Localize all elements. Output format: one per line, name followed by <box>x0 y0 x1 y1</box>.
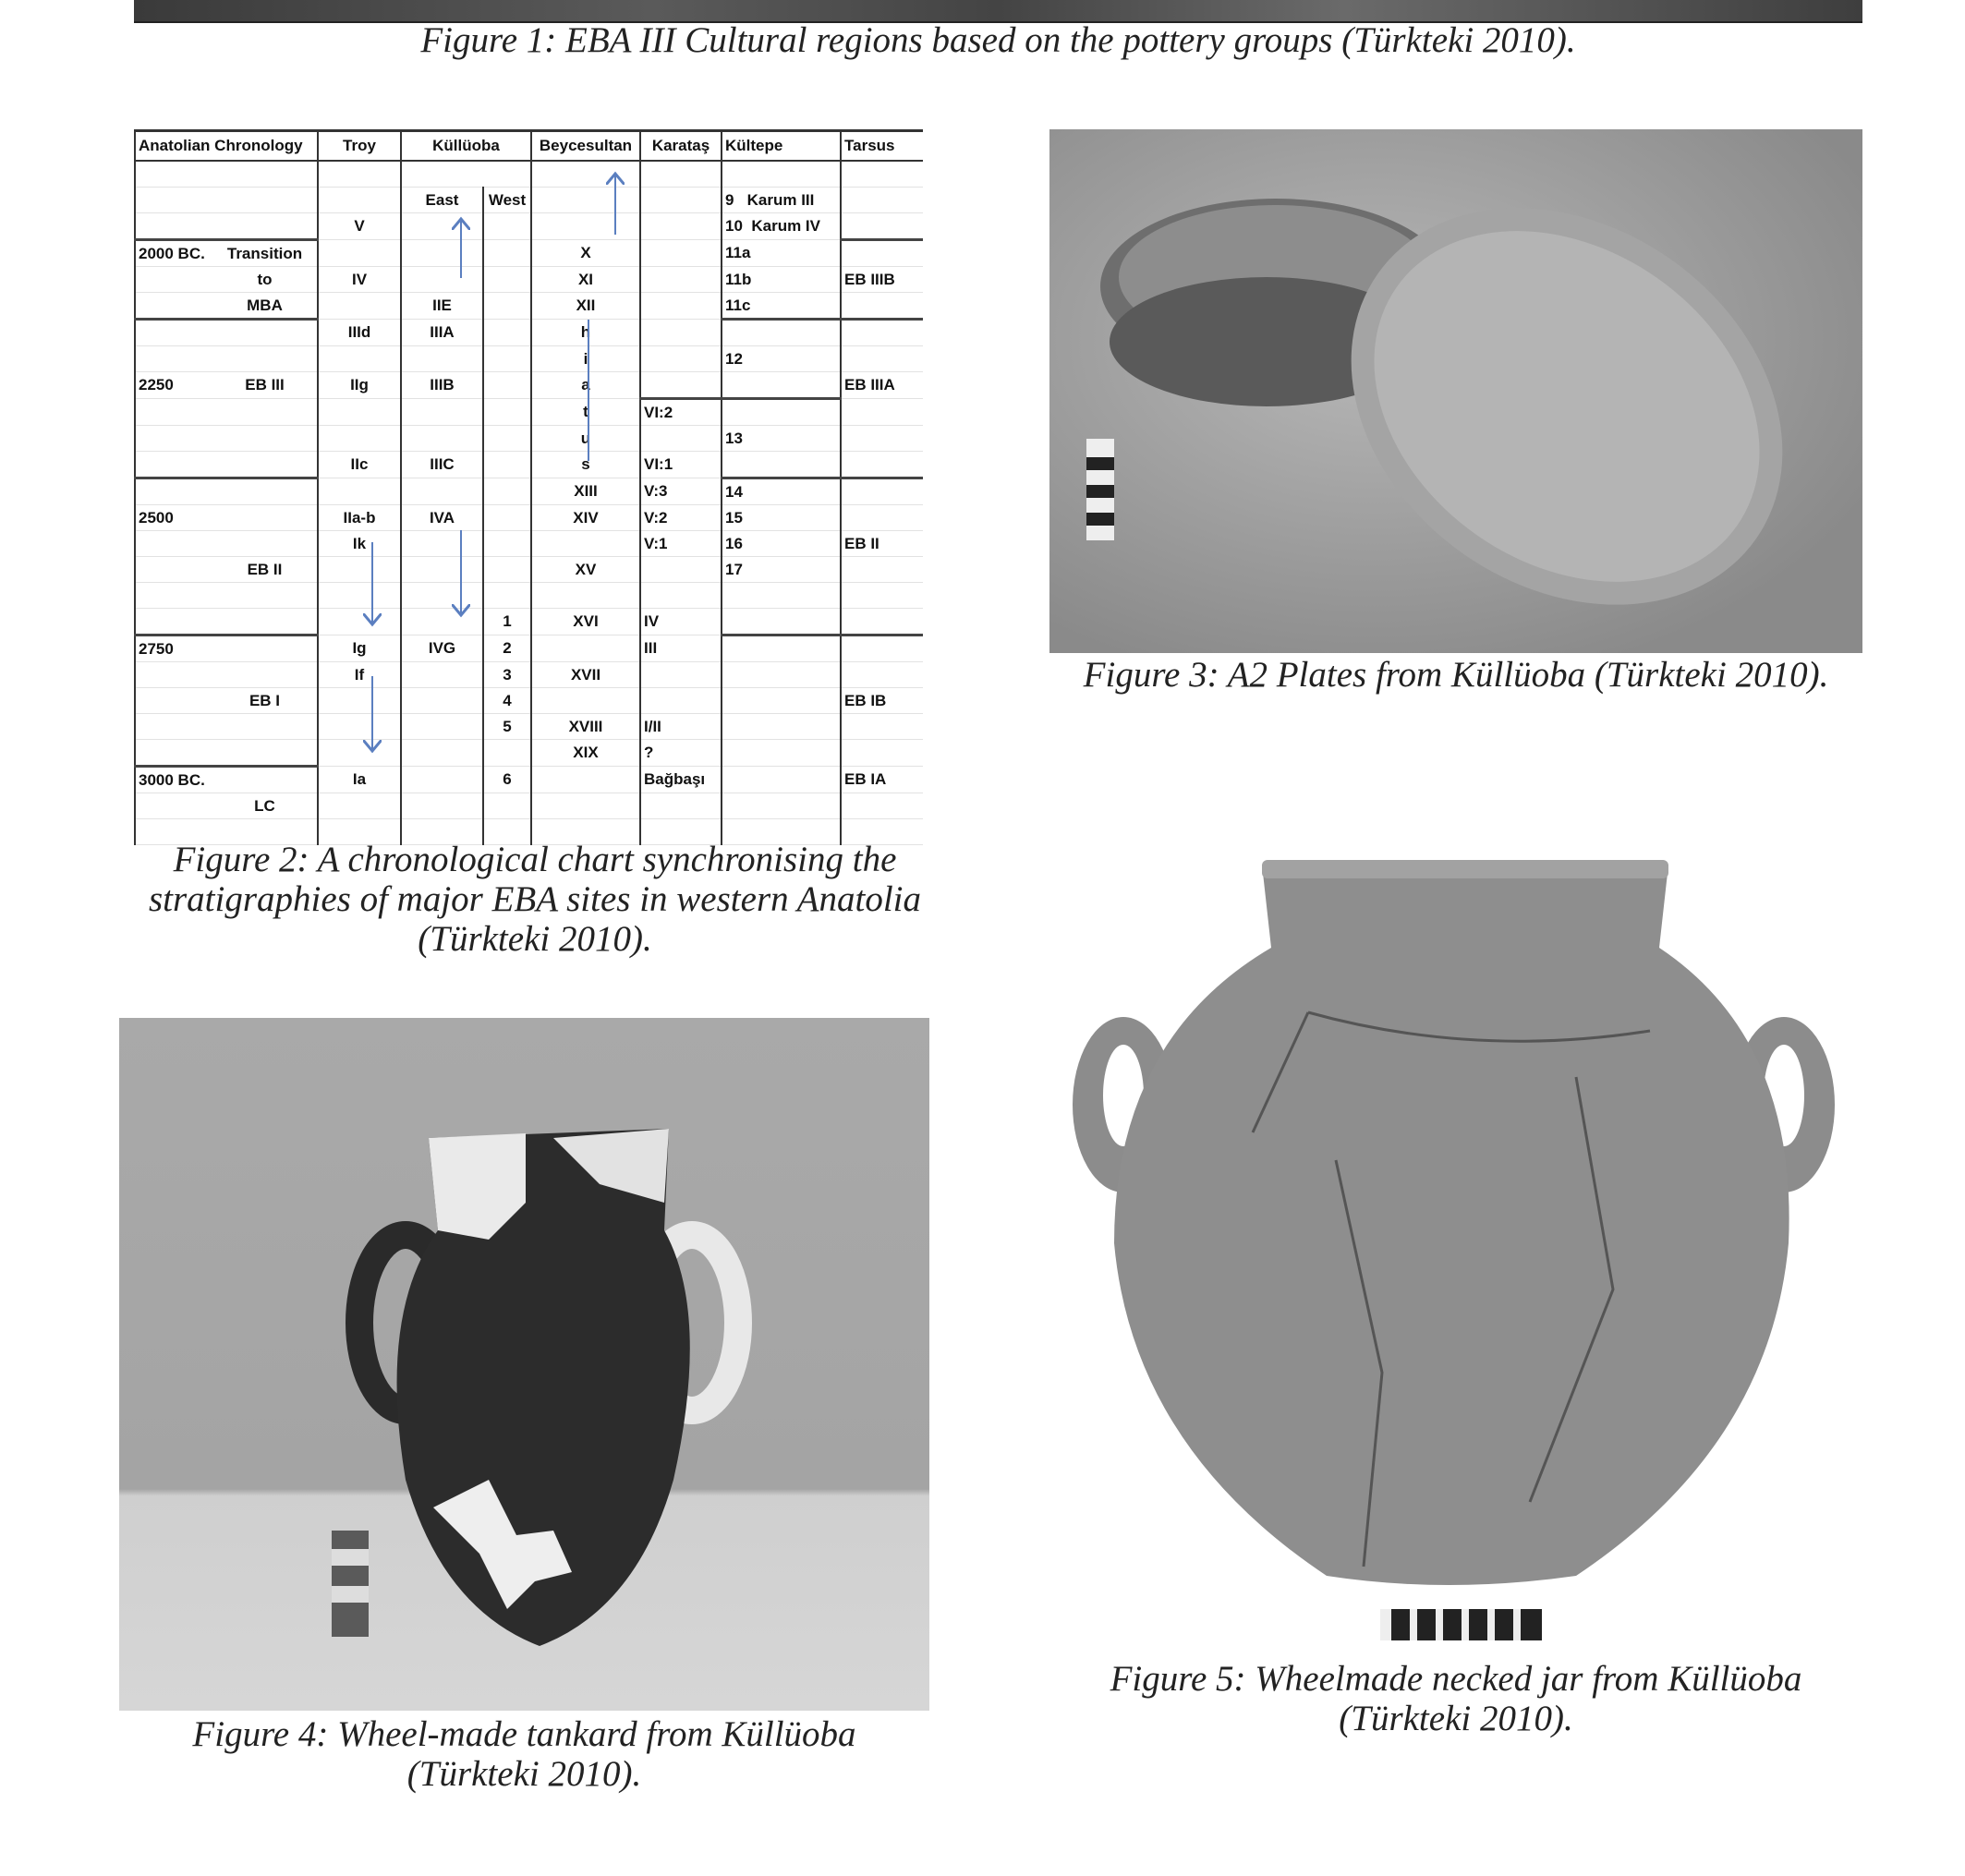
table-cell <box>401 399 483 426</box>
table-cell <box>318 346 401 372</box>
table-cell <box>401 213 483 240</box>
table-cell <box>212 213 318 240</box>
table-cell <box>483 399 531 426</box>
table-cell <box>401 688 483 714</box>
table-cell <box>212 478 318 505</box>
table-cell <box>640 213 722 240</box>
table-cell: u <box>531 426 640 452</box>
table-row <box>135 505 923 531</box>
table-cell <box>841 452 923 478</box>
table-cell <box>401 662 483 688</box>
table-cell: West <box>483 188 531 213</box>
table-cell <box>212 531 318 557</box>
table-cell <box>212 740 318 767</box>
table-cell: 2250 <box>135 372 212 399</box>
table-cell <box>531 688 640 714</box>
table-cell <box>135 213 212 240</box>
table-row <box>135 399 923 426</box>
figure-1-caption: Figure 1: EBA III Cultural regions based on the pottery groups (Türkteki 2010). <box>420 20 1576 60</box>
table-cell <box>212 583 318 609</box>
table-cell <box>640 372 722 399</box>
table-cell <box>841 293 923 320</box>
table-cell <box>135 426 212 452</box>
column-header: Troy <box>318 131 401 162</box>
table-cell <box>318 688 401 714</box>
table-cell: a <box>531 372 640 399</box>
table-cell: V:1 <box>640 531 722 557</box>
table-cell <box>135 188 212 213</box>
table-row <box>135 320 923 346</box>
table-cell: XV <box>531 557 640 583</box>
table-cell <box>841 213 923 240</box>
table-cell <box>841 240 923 267</box>
table-row <box>135 662 923 688</box>
table-cell: EB IB <box>841 688 923 714</box>
table-cell <box>531 213 640 240</box>
table-cell <box>135 478 212 505</box>
table-cell <box>401 267 483 293</box>
table-cell <box>212 161 318 188</box>
table-cell: 16 <box>722 531 841 557</box>
table-row <box>135 478 923 505</box>
table-cell <box>722 767 841 793</box>
table-cell: Ik <box>318 531 401 557</box>
table-cell <box>401 346 483 372</box>
table-cell: 15 <box>722 505 841 531</box>
table-cell <box>640 557 722 583</box>
table-cell <box>135 557 212 583</box>
table-cell <box>640 240 722 267</box>
table-cell <box>135 662 212 688</box>
table-cell <box>531 531 640 557</box>
table-cell <box>318 714 401 740</box>
table-row <box>135 609 923 635</box>
figure-4-caption <box>119 1714 929 1794</box>
table-cell: 5 <box>483 714 531 740</box>
table-cell <box>135 793 212 819</box>
table-cell: IVG <box>401 635 483 662</box>
table-cell <box>483 267 531 293</box>
table-cell <box>841 714 923 740</box>
table-cell <box>483 372 531 399</box>
table-row <box>135 688 923 714</box>
table-cell: 12 <box>722 346 841 372</box>
table-cell <box>722 609 841 635</box>
table-cell <box>841 188 923 213</box>
table-cell <box>212 714 318 740</box>
table-cell <box>212 452 318 478</box>
table-cell <box>135 293 212 320</box>
table-cell <box>531 161 640 188</box>
table-cell: s <box>531 452 640 478</box>
table-cell <box>401 161 483 188</box>
table-cell <box>640 161 722 188</box>
table-row <box>135 188 923 213</box>
figure-5-jar-photo <box>1059 855 1848 1650</box>
table-cell <box>401 767 483 793</box>
table-cell <box>640 583 722 609</box>
table-cell <box>640 293 722 320</box>
table-cell: 4 <box>483 688 531 714</box>
table-cell: 10 Karum IV <box>722 213 841 240</box>
table-cell: IVA <box>401 505 483 531</box>
table-cell <box>640 267 722 293</box>
table-cell: EB I <box>212 688 318 714</box>
table-cell: ? <box>640 740 722 767</box>
table-cell <box>212 662 318 688</box>
table-cell <box>722 662 841 688</box>
table-cell <box>318 793 401 819</box>
table-cell <box>401 240 483 267</box>
table-cell <box>401 740 483 767</box>
table-cell: XI <box>531 267 640 293</box>
table-cell: IIIA <box>401 320 483 346</box>
figure-3-plates-photo <box>1049 129 1862 653</box>
table-cell: XVIII <box>531 714 640 740</box>
table-cell: 3000 BC. <box>135 767 212 793</box>
table-cell <box>531 793 640 819</box>
caption-line: (Türkteki 2010). <box>418 919 652 959</box>
table-cell <box>318 740 401 767</box>
table-cell <box>212 609 318 635</box>
table-cell <box>841 346 923 372</box>
table-row <box>135 767 923 793</box>
table-cell <box>212 320 318 346</box>
table-cell: h <box>531 320 640 346</box>
table-cell <box>483 452 531 478</box>
table-cell <box>841 740 923 767</box>
table-cell <box>135 399 212 426</box>
table-cell <box>841 583 923 609</box>
table-cell <box>483 478 531 505</box>
table-cell <box>135 346 212 372</box>
table-row <box>135 531 923 557</box>
table-cell <box>483 346 531 372</box>
table-cell <box>640 320 722 346</box>
table-cell: 13 <box>722 426 841 452</box>
table-cell <box>318 293 401 320</box>
table-cell: 2750 <box>135 635 212 662</box>
table-cell <box>318 426 401 452</box>
table-cell: XVI <box>531 609 640 635</box>
figure-2-caption <box>119 840 951 959</box>
table-cell: EB IIIB <box>841 267 923 293</box>
chronology-table <box>134 129 928 845</box>
table-cell: IIIC <box>401 452 483 478</box>
table-cell: Bağbaşı <box>640 767 722 793</box>
table-cell: 1 <box>483 609 531 635</box>
table-cell: Transition <box>212 240 318 267</box>
table-cell <box>483 320 531 346</box>
table-cell <box>722 793 841 819</box>
table-cell <box>722 452 841 478</box>
column-header: Anatolian Chronology <box>135 131 318 162</box>
table-cell <box>640 346 722 372</box>
table-cell: EB IIIA <box>841 372 923 399</box>
table-cell: III <box>640 635 722 662</box>
table-cell: IIId <box>318 320 401 346</box>
table-cell <box>135 161 212 188</box>
table-cell: LC <box>212 793 318 819</box>
table-row <box>135 213 923 240</box>
table-cell: EB III <box>212 372 318 399</box>
table-cell <box>483 740 531 767</box>
table-cell <box>135 714 212 740</box>
table-row <box>135 293 923 320</box>
table-cell <box>212 635 318 662</box>
column-header: Karataş <box>640 131 722 162</box>
table-cell <box>212 188 318 213</box>
table-cell <box>531 583 640 609</box>
table-cell: XIV <box>531 505 640 531</box>
table-cell: VI:2 <box>640 399 722 426</box>
table-cell: 17 <box>722 557 841 583</box>
table-cell <box>531 188 640 213</box>
table-cell: XIX <box>531 740 640 767</box>
table-cell <box>318 240 401 267</box>
table-cell <box>212 767 318 793</box>
figure-5-caption <box>1049 1659 1862 1738</box>
table-row <box>135 161 923 188</box>
table-cell <box>135 452 212 478</box>
table-cell <box>531 767 640 793</box>
table-cell <box>135 320 212 346</box>
table-cell: EB II <box>841 531 923 557</box>
column-header: Tarsus <box>841 131 923 162</box>
table-cell <box>318 583 401 609</box>
table-row <box>135 740 923 767</box>
table-cell: IIa-b <box>318 505 401 531</box>
caption-line: Figure 4: Wheel-made tankard from Küllüoba <box>192 1714 856 1754</box>
table-cell <box>640 662 722 688</box>
table-cell: IV <box>318 267 401 293</box>
table-cell: 2500 <box>135 505 212 531</box>
table-cell <box>483 793 531 819</box>
table-cell <box>722 714 841 740</box>
table-cell: 11c <box>722 293 841 320</box>
table-cell <box>483 583 531 609</box>
table-cell <box>135 267 212 293</box>
table-cell <box>401 478 483 505</box>
table-cell <box>318 557 401 583</box>
table-cell: 9 Karum III <box>722 188 841 213</box>
table-cell <box>318 188 401 213</box>
table-cell: 2 <box>483 635 531 662</box>
table-cell: Ig <box>318 635 401 662</box>
table-cell: 3 <box>483 662 531 688</box>
table-row <box>135 452 923 478</box>
table-cell <box>841 793 923 819</box>
table-cell: t <box>531 399 640 426</box>
table-cell: 11b <box>722 267 841 293</box>
table-cell <box>135 740 212 767</box>
table-row <box>135 372 923 399</box>
table-cell <box>483 213 531 240</box>
table-cell <box>841 557 923 583</box>
table-cell: IIIB <box>401 372 483 399</box>
table-cell <box>841 635 923 662</box>
table-cell <box>722 399 841 426</box>
table-cell: If <box>318 662 401 688</box>
table-cell <box>212 346 318 372</box>
table-cell <box>401 557 483 583</box>
table-cell <box>135 688 212 714</box>
table-cell <box>722 740 841 767</box>
table-cell <box>401 426 483 452</box>
table-row <box>135 426 923 452</box>
table-cell: 11a <box>722 240 841 267</box>
table-cell <box>135 583 212 609</box>
table-cell: 14 <box>722 478 841 505</box>
column-header: Küllüoba <box>401 131 531 162</box>
table-row <box>135 267 923 293</box>
table-cell: X <box>531 240 640 267</box>
caption-line: stratigraphies of major EBA sites in western Anatolia <box>148 879 921 919</box>
table-cell: V:2 <box>640 505 722 531</box>
table-cell <box>722 161 841 188</box>
figure-3-caption: Figure 3: A2 Plates from Küllüoba (Türkteki 2010). <box>1083 655 1829 695</box>
table-cell <box>401 531 483 557</box>
table-cell <box>318 478 401 505</box>
table-header-row <box>135 131 923 162</box>
table-cell <box>841 609 923 635</box>
table-cell <box>722 372 841 399</box>
table-cell <box>841 505 923 531</box>
table-cell: EB IA <box>841 767 923 793</box>
table-cell <box>841 478 923 505</box>
table-cell: XIII <box>531 478 640 505</box>
table-cell: V <box>318 213 401 240</box>
table-cell: VI:1 <box>640 452 722 478</box>
table-cell <box>483 293 531 320</box>
table-row <box>135 583 923 609</box>
table-cell <box>841 662 923 688</box>
table-cell <box>212 399 318 426</box>
table-cell <box>841 161 923 188</box>
table-cell <box>483 505 531 531</box>
table-cell <box>841 399 923 426</box>
caption-line: Figure 5: Wheelmade necked jar from Küllüoba <box>1110 1659 1802 1699</box>
table-cell <box>401 609 483 635</box>
table-cell: 2000 BC. <box>135 240 212 267</box>
table-row <box>135 346 923 372</box>
table-cell <box>640 188 722 213</box>
table-cell <box>401 714 483 740</box>
table-cell: 6 <box>483 767 531 793</box>
table-cell <box>640 793 722 819</box>
table-cell: I/II <box>640 714 722 740</box>
table-cell <box>483 531 531 557</box>
table-cell <box>318 161 401 188</box>
table-cell: IIc <box>318 452 401 478</box>
table-cell <box>841 426 923 452</box>
table-row <box>135 793 923 819</box>
table-cell <box>722 688 841 714</box>
table-cell <box>401 793 483 819</box>
column-header: Beycesultan <box>531 131 640 162</box>
table-cell: East <box>401 188 483 213</box>
table-cell: V:3 <box>640 478 722 505</box>
table-cell <box>318 399 401 426</box>
table-cell <box>722 320 841 346</box>
caption-line: (Türkteki 2010). <box>1339 1699 1573 1738</box>
table-cell <box>483 240 531 267</box>
column-header: Kültepe <box>722 131 841 162</box>
table-cell <box>531 635 640 662</box>
table-row <box>135 557 923 583</box>
table-cell <box>640 426 722 452</box>
table-cell: EB II <box>212 557 318 583</box>
table-cell <box>722 635 841 662</box>
table-row <box>135 240 923 267</box>
table-cell <box>841 320 923 346</box>
table-cell: IV <box>640 609 722 635</box>
table-cell: Ia <box>318 767 401 793</box>
table-row <box>135 714 923 740</box>
figure-4-tankard-photo <box>119 1018 929 1711</box>
table-cell <box>640 688 722 714</box>
table-cell: IIE <box>401 293 483 320</box>
table-cell: to <box>212 267 318 293</box>
table-cell <box>212 426 318 452</box>
table-cell: XVII <box>531 662 640 688</box>
caption-line: Figure 2: A chronological chart synchronising the <box>173 840 897 879</box>
table-cell <box>483 557 531 583</box>
table-cell <box>722 583 841 609</box>
table-row <box>135 635 923 662</box>
caption-line: (Türkteki 2010). <box>406 1754 642 1794</box>
table-cell <box>135 531 212 557</box>
table-cell <box>318 609 401 635</box>
table-cell: MBA <box>212 293 318 320</box>
table-cell <box>212 505 318 531</box>
table-cell <box>135 609 212 635</box>
table-cell <box>401 583 483 609</box>
table-cell: i <box>531 346 640 372</box>
table-cell <box>483 161 531 188</box>
table-cell: XII <box>531 293 640 320</box>
table-cell: IIg <box>318 372 401 399</box>
table-cell <box>483 426 531 452</box>
